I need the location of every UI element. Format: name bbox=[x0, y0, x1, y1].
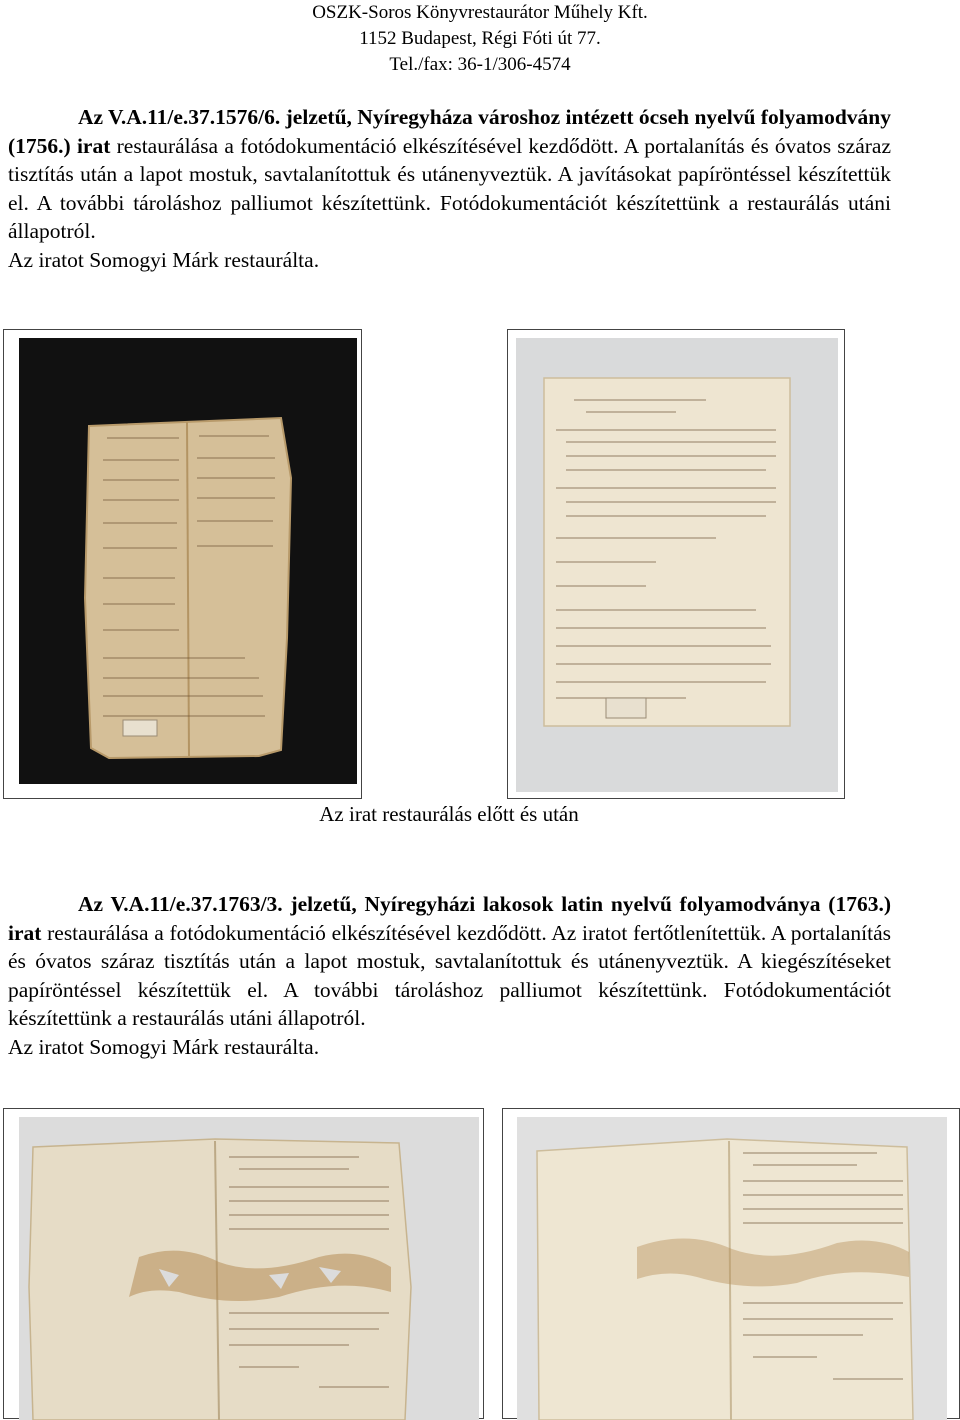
section1-credit: Az iratot Somogyi Márk restaurálta. bbox=[8, 247, 320, 272]
photo-after-restoration bbox=[516, 338, 838, 792]
letterhead bbox=[0, 0, 960, 78]
company-phone: Tel./fax: 36-1/306-4574 bbox=[389, 54, 571, 75]
section2-credit: Az iratot Somogyi Márk restaurálta. bbox=[8, 1034, 320, 1059]
photo-before-frame bbox=[3, 329, 362, 799]
section1-body: restaurálása a fotódokumentáció elkészítésével kezdődött. A portalanítás és óvatos száraz tisztítás után a lapot mostuk, savtalanítottuk és utánenyveztük. A javításokat papíröntéssel készítettük el. A további tároláshoz palliumot készítettünk. Fotódokumentációt készítettünk a restaurálás utáni állapotról. bbox=[8, 133, 892, 243]
photo2-before-restoration bbox=[19, 1117, 479, 1420]
section2-description bbox=[8, 890, 891, 1061]
company-name: OSZK-Soros Könyvrestaurátor Műhely Kft. bbox=[312, 2, 648, 23]
photo-before-restoration bbox=[19, 338, 357, 784]
section1-caption: Az irat restaurálás előtt és után bbox=[319, 802, 579, 826]
photo-after-frame bbox=[507, 329, 845, 799]
section2-title: Az V.A.11/e.37.1763/3. jelzetű, Nyíregyházi lakosok latin nyelvű folyamodványa (1763.) irat bbox=[8, 892, 891, 945]
photo2-after-frame bbox=[502, 1108, 960, 1419]
company-address: 1152 Budapest, Régi Fóti út 77. bbox=[359, 28, 601, 49]
section1-title: Az V.A.11/e.37.1576/6. jelzetű, Nyíregyháza városhoz intézett ócseh nyelvű folyamodvány (1756.) irat bbox=[8, 105, 891, 158]
photo2-before-frame bbox=[3, 1108, 484, 1419]
section1-description bbox=[8, 103, 891, 274]
photo2-after-restoration bbox=[517, 1117, 947, 1420]
section2-body: restaurálása a fotódokumentáció elkészítésével kezdődött. Az iratot fertőtlenítettük. A portalanítás és óvatos száraz tisztítás után a lapot mostuk, savtalanítottuk és utánenyveztük. A kiegészítéseket papíröntéssel készítettük el. A további tároláshoz palliumot készítettünk. Fotódokumentációt készítettünk a restaurálás utáni állapotról. bbox=[8, 920, 891, 1030]
